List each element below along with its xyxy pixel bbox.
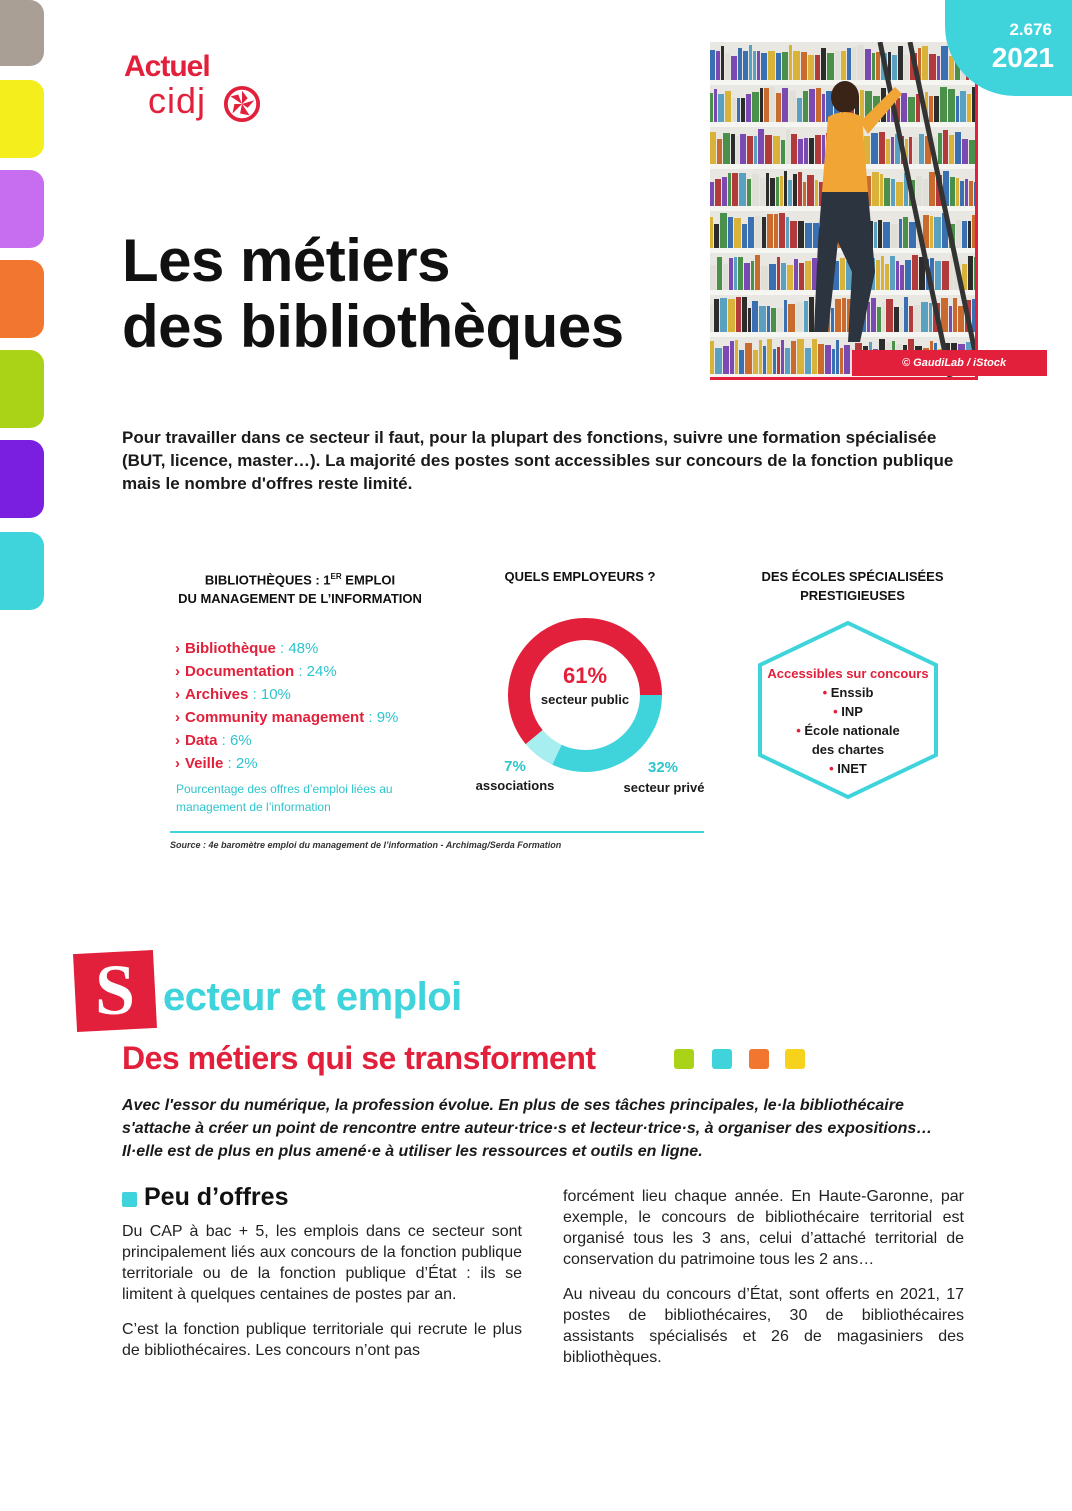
list-item: › Documentation : 24% (175, 663, 337, 680)
heading-marker (122, 1192, 137, 1207)
list-note: Pourcentage des offres d’emploi liées au management de l’information (176, 782, 393, 814)
paragraph: forcément lieu chaque année. En Haute-Garonne, par exemple, le concours de bibliothécaire territorial est organisé tous les 3 ans, celui d’attaché territorial de conservation du patrimoine tous les 2 ans… (563, 1188, 964, 1268)
color-tab-cyan (0, 532, 44, 610)
assoc-label: associations (475, 778, 555, 793)
lead-paragraph: Avec l'essor du numérique, la profession évolue. En plus de ses tâches principales, le·la bibliothécaire s'attache à créer un point de rencontre entre auteur·trice·s et lecteur·trice·s, à organiser des expositions… Il·elle est de plus en plus amené·e à utiliser les ressources et outils en ligne. (122, 1097, 933, 1160)
aperture-icon (223, 85, 261, 123)
section-title: ecteur et emploi (163, 975, 462, 1019)
color-tab-yellow (0, 80, 44, 158)
chevron-right-icon: › (175, 640, 180, 657)
chevron-right-icon: › (175, 732, 180, 749)
prive-label: secteur privé (623, 780, 705, 795)
col1-heading (130, 567, 470, 608)
issue-year: 2021 (991, 42, 1054, 73)
source-note: Source : 4e baromètre emploi du management de l’information - Archimag/Serda Formation (170, 840, 562, 850)
decor-square-cyan (712, 1049, 732, 1069)
col1-heading-line2: DU MANAGEMENT DE L’INFORMATION (178, 591, 422, 607)
schools-list (764, 664, 932, 778)
list-item: › Archives : 10% (175, 686, 291, 703)
assoc-pct: 7% (504, 758, 526, 775)
chevron-right-icon: › (175, 755, 180, 772)
section-initial: S (94, 950, 136, 1030)
color-tab-orange (0, 260, 44, 338)
donut-center-label: secteur public (540, 692, 630, 707)
chevron-right-icon: › (175, 709, 180, 726)
color-tab-violet (0, 170, 44, 248)
decor-square-orange (749, 1049, 769, 1069)
list-item: › Data : 6% (175, 732, 252, 749)
schools-access-label: Accessibles sur concours (767, 666, 929, 681)
color-tab-green (0, 350, 44, 428)
col2-heading: QUELS EMPLOYEURS ? (504, 569, 656, 584)
title-line-1: Les métiers (122, 227, 451, 294)
photo-credit: © GaudiLab / iStock (852, 350, 1047, 376)
logo-cidj: cidj (148, 80, 207, 121)
paragraph: C’est la fonction publique territoriale qui recrute le plus de bibliothécaires. Les concours n’ont pas (122, 1321, 522, 1359)
school-item: • Enssib (822, 685, 874, 700)
color-tab-gray (0, 0, 44, 66)
list-item: › Bibliothèque : 48% (175, 640, 319, 657)
donut-center-pct: 61% (562, 663, 608, 688)
school-item: • INP (833, 704, 863, 719)
decor-square-yellow (785, 1049, 805, 1069)
section-subtitle: Des métiers qui se transforment (122, 1040, 596, 1076)
chevron-right-icon: › (175, 663, 180, 680)
chevron-right-icon: › (175, 686, 180, 703)
logo-actuel: Actuel (124, 50, 210, 83)
donut-slice-associations (534, 737, 557, 755)
color-tab-purple (0, 440, 44, 518)
issue-code: 2.676 (1009, 20, 1052, 39)
school-item: • École nationale des chartes (796, 723, 900, 757)
paragraph: Du CAP à bac + 5, les emplois dans ce secteur sont principalement liés aux concours de la fonction publique territoriale ou de la fonction publique d’État : ils se limitent à quelques centaines de postes par an. (122, 1223, 522, 1303)
library-photo (710, 42, 978, 380)
school-item: • INET (829, 761, 867, 776)
source-divider (170, 831, 704, 833)
title-line-2: des bibliothèques (122, 293, 624, 360)
intro-paragraph: Pour travailler dans ce secteur il faut, pour la plupart des fonctions, suivre une formation spécialisée (BUT, licence, master…). La majorité des postes sont accessibles sur concours de la fonction publique mais le nombre d'offres reste limité. (122, 428, 954, 493)
decor-square-green (674, 1049, 694, 1069)
body-column-right (563, 1186, 964, 1382)
body-column-left (122, 1221, 522, 1375)
prive-pct: 32% (647, 759, 679, 776)
list-item: › Veille : 2% (175, 755, 258, 772)
col1-heading-line1: BIBLIOTHÈQUES : 1ER EMPLOI (204, 572, 396, 588)
subsection-heading: Peu d’offres (144, 1183, 289, 1211)
employment-list (175, 637, 398, 775)
page-title (122, 228, 624, 360)
list-item: › Community management : 9% (175, 709, 399, 726)
paragraph: Au niveau du concours d’État, sont offerts en 2021, 17 postes de bibliothécaires, 30 de bibliothécaires assistants spécialisés et 26 de magasiniers des bibliothèques. (563, 1286, 964, 1366)
col3-heading: DES ÉCOLES SPÉCIALISÉES PRESTIGIEUSES (761, 569, 944, 603)
